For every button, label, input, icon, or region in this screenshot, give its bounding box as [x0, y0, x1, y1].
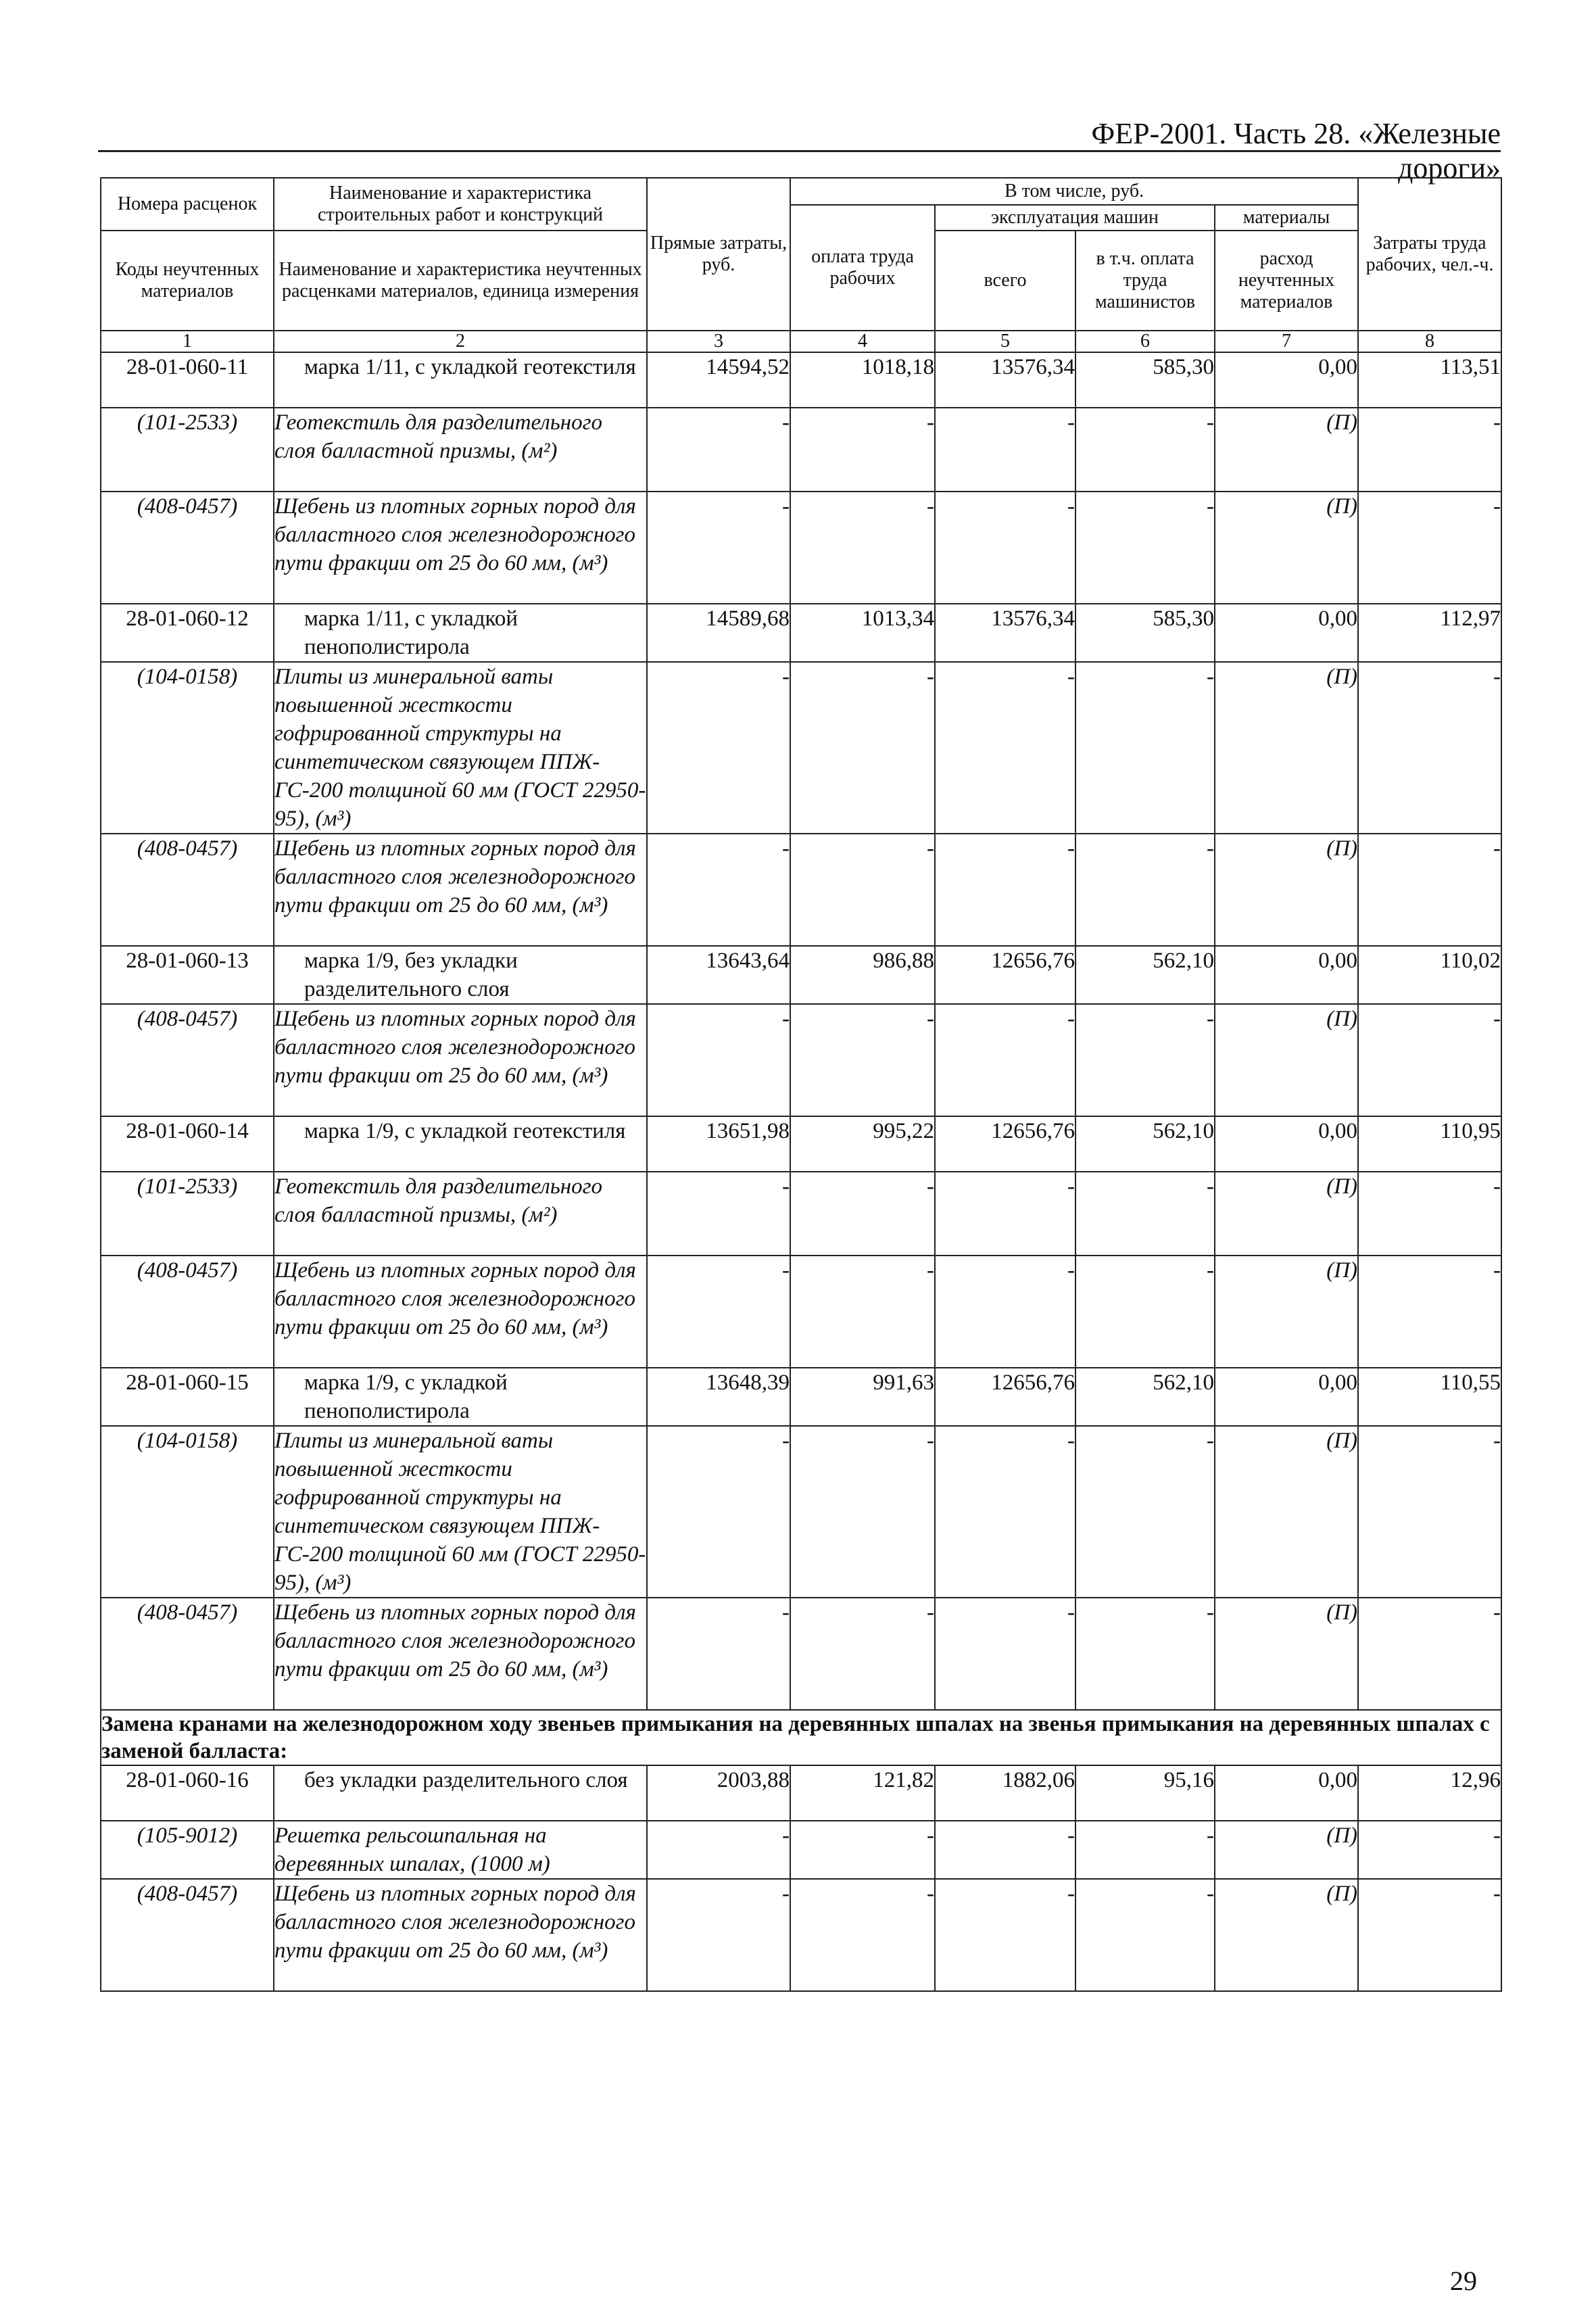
materials-value: (П)	[1215, 1256, 1358, 1368]
materials-value: (П)	[1215, 1426, 1358, 1598]
machines-total: -	[935, 1004, 1075, 1116]
labor-hours: -	[1358, 1172, 1501, 1256]
column-number: 5	[935, 331, 1075, 352]
materials-value: (П)	[1215, 1598, 1358, 1710]
work-name: марка 1/9, с укладкой пенополистирола	[274, 1368, 647, 1426]
labor-pay: -	[790, 1426, 935, 1598]
material-name: Щебень из плотных горных пород для балластного слоя железнодорожного пути фракции от 25 до 60 мм, (м³)	[274, 1598, 647, 1710]
material-name: Щебень из плотных горных пород для балластного слоя железнодорожного пути фракции от 25 до 60 мм, (м³)	[274, 1004, 647, 1116]
operators-pay: -	[1075, 1256, 1215, 1368]
operators-pay: -	[1075, 1004, 1215, 1116]
table-row	[101, 492, 1501, 604]
rate-code: 28-01-060-14	[101, 1116, 274, 1172]
page-header: ФЕР-2001. Часть 28. «Железные дороги»	[1091, 117, 1501, 185]
direct-cost: -	[647, 1256, 790, 1368]
table-row	[101, 946, 1501, 1004]
column-number: 7	[1215, 331, 1358, 352]
operators-pay: 562,10	[1075, 1116, 1215, 1172]
direct-cost: 13651,98	[647, 1116, 790, 1172]
machines-total: 12656,76	[935, 946, 1075, 1004]
direct-cost: 13643,64	[647, 946, 790, 1004]
header-machines-total: всего	[935, 231, 1075, 331]
labor-hours: 110,55	[1358, 1368, 1501, 1426]
labor-hours: -	[1358, 1821, 1501, 1879]
table-row	[101, 604, 1501, 662]
section-title: Замена кранами на железнодорожном ходу звеньев примыкания на деревянных шпалах на звенья примыкания на деревянных шпалах с заменой балласта:	[101, 1710, 1501, 1765]
labor-pay: -	[790, 1821, 935, 1879]
material-code: (408-0457)	[101, 1879, 274, 1991]
table-row	[101, 1598, 1501, 1710]
material-code: (408-0457)	[101, 1256, 274, 1368]
rate-code: 28-01-060-13	[101, 946, 274, 1004]
header-labor-hours: Затраты труда рабочих, чел.-ч.	[1358, 178, 1501, 331]
labor-hours: -	[1358, 408, 1501, 492]
operators-pay: -	[1075, 1598, 1215, 1710]
labor-hours: 110,95	[1358, 1116, 1501, 1172]
work-name: марка 1/11, с укладкой пенополистирола	[274, 604, 647, 662]
direct-cost: -	[647, 1004, 790, 1116]
materials-value: (П)	[1215, 834, 1358, 946]
material-code: (101-2533)	[101, 1172, 274, 1256]
table-row	[101, 1426, 1501, 1598]
materials-value: (П)	[1215, 1879, 1358, 1991]
material-name: Геотекстиль для разделительного слоя балластной призмы, (м²)	[274, 408, 647, 492]
labor-hours: 112,97	[1358, 604, 1501, 662]
materials-value: (П)	[1215, 662, 1358, 834]
direct-cost: -	[647, 1879, 790, 1991]
rate-code: 28-01-060-16	[101, 1765, 274, 1821]
machines-total: -	[935, 1598, 1075, 1710]
operators-pay: -	[1075, 1821, 1215, 1879]
materials-value: 0,00	[1215, 604, 1358, 662]
header-group: В том числе, руб.	[790, 178, 1358, 205]
operators-pay: -	[1075, 1426, 1215, 1598]
labor-pay: -	[790, 1256, 935, 1368]
table-row	[101, 1821, 1501, 1879]
labor-pay: -	[790, 662, 935, 834]
direct-cost: 14594,52	[647, 352, 790, 408]
header-labor-pay: оплата труда рабочих	[790, 205, 935, 331]
material-name: Геотекстиль для разделительного слоя балластной призмы, (м²)	[274, 1172, 647, 1256]
column-number: 2	[274, 331, 647, 352]
material-name: Щебень из плотных горных пород для балластного слоя железнодорожного пути фракции от 25 до 60 мм, (м³)	[274, 492, 647, 604]
table-row	[101, 408, 1501, 492]
table-row	[101, 1004, 1501, 1116]
rate-code: 28-01-060-12	[101, 604, 274, 662]
material-code: (105-9012)	[101, 1821, 274, 1879]
labor-hours: -	[1358, 1598, 1501, 1710]
machines-total: -	[935, 834, 1075, 946]
materials-value: (П)	[1215, 408, 1358, 492]
material-code: (408-0457)	[101, 1004, 274, 1116]
machines-total: -	[935, 492, 1075, 604]
machines-total: 13576,34	[935, 352, 1075, 408]
labor-hours: -	[1358, 834, 1501, 946]
labor-pay: -	[790, 408, 935, 492]
labor-pay: -	[790, 834, 935, 946]
materials-value: 0,00	[1215, 946, 1358, 1004]
labor-hours: -	[1358, 492, 1501, 604]
material-name: Щебень из плотных горных пород для балластного слоя железнодорожного пути фракции от 25 до 60 мм, (м³)	[274, 834, 647, 946]
column-number: 3	[647, 331, 790, 352]
table-row	[101, 662, 1501, 834]
operators-pay: -	[1075, 408, 1215, 492]
labor-hours: -	[1358, 1256, 1501, 1368]
machines-total: 12656,76	[935, 1368, 1075, 1426]
work-name: без укладки разделительного слоя	[274, 1765, 647, 1821]
labor-pay: -	[790, 1004, 935, 1116]
machines-total: -	[935, 1821, 1075, 1879]
labor-pay: -	[790, 492, 935, 604]
column-number: 4	[790, 331, 935, 352]
operators-pay: 562,10	[1075, 1368, 1215, 1426]
header-machines: эксплуатация машин	[935, 205, 1215, 231]
material-code: (101-2533)	[101, 408, 274, 492]
table-row	[101, 834, 1501, 946]
section-row	[101, 1710, 1501, 1765]
materials-value: 0,00	[1215, 1116, 1358, 1172]
header-col2-top: Наименование и характеристика строительных работ и конструкций	[274, 178, 647, 231]
operators-pay: 95,16	[1075, 1765, 1215, 1821]
labor-pay: 995,22	[790, 1116, 935, 1172]
work-name: марка 1/11, с укладкой геотекстиля	[274, 352, 647, 408]
material-name: Плиты из минеральной ваты повышенной жесткости гофрированной структуры на синтетическом связующем ППЖ-ГС-200 толщиной 60 мм (ГОСТ 22950-95), (м³)	[274, 662, 647, 834]
materials-value: (П)	[1215, 1004, 1358, 1116]
table-row	[101, 1765, 1501, 1821]
labor-pay: -	[790, 1879, 935, 1991]
materials-value: 0,00	[1215, 1368, 1358, 1426]
labor-hours: -	[1358, 1426, 1501, 1598]
operators-pay: 585,30	[1075, 352, 1215, 408]
table-row	[101, 1256, 1501, 1368]
material-name: Щебень из плотных горных пород для балластного слоя железнодорожного пути фракции от 25 до 60 мм, (м³)	[274, 1879, 647, 1991]
machines-total: 12656,76	[935, 1116, 1075, 1172]
direct-cost: -	[647, 1598, 790, 1710]
table-row	[101, 1116, 1501, 1172]
direct-cost: 2003,88	[647, 1765, 790, 1821]
header-materials: материалы	[1215, 205, 1358, 231]
operators-pay: -	[1075, 1879, 1215, 1991]
labor-pay: 1013,34	[790, 604, 935, 662]
labor-hours: -	[1358, 1004, 1501, 1116]
machines-total: -	[935, 1879, 1075, 1991]
work-name: марка 1/9, без укладки разделительного слоя	[274, 946, 647, 1004]
direct-cost: -	[647, 1426, 790, 1598]
direct-cost: 14589,68	[647, 604, 790, 662]
labor-hours: -	[1358, 1879, 1501, 1991]
direct-cost: -	[647, 408, 790, 492]
direct-cost: -	[647, 834, 790, 946]
materials-value: 0,00	[1215, 1765, 1358, 1821]
material-code: (408-0457)	[101, 1598, 274, 1710]
rate-code: 28-01-060-15	[101, 1368, 274, 1426]
materials-value: 0,00	[1215, 352, 1358, 408]
machines-total: -	[935, 662, 1075, 834]
labor-hours: 113,51	[1358, 352, 1501, 408]
header-col1-bottom: Коды неучтенных материалов	[101, 231, 274, 331]
price-table	[100, 177, 1502, 1992]
labor-hours: 12,96	[1358, 1765, 1501, 1821]
machines-total: 1882,06	[935, 1765, 1075, 1821]
direct-cost: -	[647, 662, 790, 834]
header-unaccounted-materials: расход неучтенных материалов	[1215, 231, 1358, 331]
operators-pay: -	[1075, 492, 1215, 604]
header-direct-costs: Прямые затраты, руб.	[647, 178, 790, 331]
direct-cost: -	[647, 1821, 790, 1879]
header-rule	[98, 150, 1501, 152]
column-number: 1	[101, 331, 274, 352]
operators-pay: -	[1075, 1172, 1215, 1256]
header-col2-bottom: Наименование и характеристика неучтенных расценками материалов, единица измерения	[274, 231, 647, 331]
labor-hours: 110,02	[1358, 946, 1501, 1004]
work-name: марка 1/9, с укладкой геотекстиля	[274, 1116, 647, 1172]
machines-total: -	[935, 1172, 1075, 1256]
direct-cost: -	[647, 1172, 790, 1256]
operators-pay: 585,30	[1075, 604, 1215, 662]
table-row	[101, 1172, 1501, 1256]
labor-hours: -	[1358, 662, 1501, 834]
machines-total: -	[935, 1426, 1075, 1598]
direct-cost: 13648,39	[647, 1368, 790, 1426]
machines-total: 13576,34	[935, 604, 1075, 662]
labor-pay: 991,63	[790, 1368, 935, 1426]
materials-value: (П)	[1215, 1172, 1358, 1256]
material-code: (104-0158)	[101, 662, 274, 834]
materials-value: (П)	[1215, 492, 1358, 604]
labor-pay: 121,82	[790, 1765, 935, 1821]
material-code: (408-0457)	[101, 492, 274, 604]
header-col1-top: Номера расценок	[101, 178, 274, 231]
operators-pay: -	[1075, 662, 1215, 834]
direct-cost: -	[647, 492, 790, 604]
column-number: 6	[1075, 331, 1215, 352]
labor-pay: 986,88	[790, 946, 935, 1004]
labor-pay: -	[790, 1172, 935, 1256]
machines-total: -	[935, 1256, 1075, 1368]
machines-total: -	[935, 408, 1075, 492]
operators-pay: 562,10	[1075, 946, 1215, 1004]
materials-value: (П)	[1215, 1821, 1358, 1879]
column-number: 8	[1358, 331, 1501, 352]
labor-pay: -	[790, 1598, 935, 1710]
page-number: 29	[1450, 2266, 1477, 2296]
material-name: Щебень из плотных горных пород для балластного слоя железнодорожного пути фракции от 25 до 60 мм, (м³)	[274, 1256, 647, 1368]
labor-pay: 1018,18	[790, 352, 935, 408]
material-name: Плиты из минеральной ваты повышенной жесткости гофрированной структуры на синтетическом связующем ППЖ-ГС-200 толщиной 60 мм (ГОСТ 22950-95), (м³)	[274, 1426, 647, 1598]
header-operators-pay: в т.ч. оплата труда машинистов	[1075, 231, 1215, 331]
material-code: (408-0457)	[101, 834, 274, 946]
material-code: (104-0158)	[101, 1426, 274, 1598]
material-name: Решетка рельсошпальная на деревянных шпалах, (1000 м)	[274, 1821, 647, 1879]
table-row	[101, 352, 1501, 408]
table-row	[101, 1368, 1501, 1426]
column-number-row	[101, 331, 1501, 352]
operators-pay: -	[1075, 834, 1215, 946]
rate-code: 28-01-060-11	[101, 352, 274, 408]
table-row	[101, 1879, 1501, 1991]
